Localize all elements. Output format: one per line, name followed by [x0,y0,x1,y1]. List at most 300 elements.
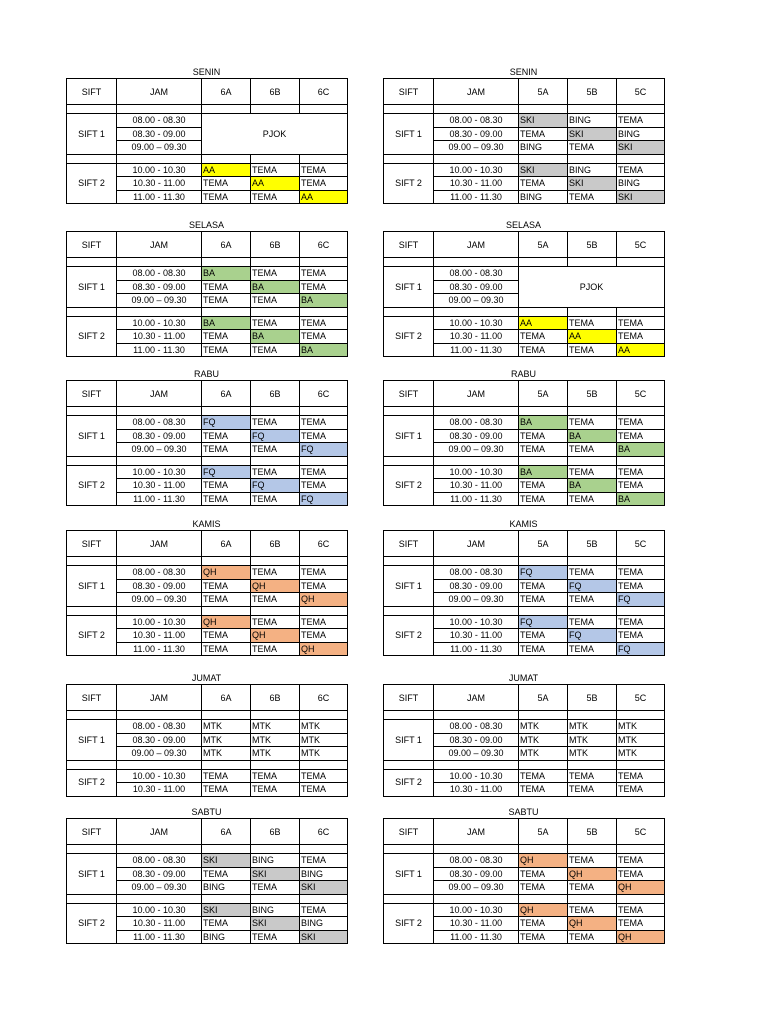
header-cell: 5A [519,381,568,407]
subject-cell: TEMA [519,642,568,656]
header-cell: 6B [251,232,300,258]
table-row [384,615,665,629]
shift-label: SIFT 1 [67,566,117,607]
subject-cell: QH [568,867,617,881]
header-cell: SIFT [384,232,434,258]
day-title: SELASA [188,220,225,230]
spacer-row [384,105,665,114]
spacer-row [384,606,665,615]
spacer-row [384,557,665,566]
subject-cell: SKI [202,903,251,917]
time-cell: 11.00 - 11.30 [434,190,519,204]
blank-cell [384,105,434,114]
blank-cell [117,894,202,903]
time-cell: 10.00 - 10.30 [434,316,519,330]
header-cell: 6A [202,685,251,711]
header-cell: 5A [519,79,568,105]
day-title: JUMAT [191,673,222,683]
blank-cell [568,606,617,615]
subject-cell: TEMA [617,629,665,643]
subject-cell: TEMA [617,465,665,479]
time-cell: 09.00 – 09.30 [434,881,519,895]
subject-cell: TEMA [300,783,348,797]
blank-cell [434,557,519,566]
spacer-row [67,557,348,566]
header-cell: 6A [202,79,251,105]
blank-cell [251,711,300,720]
merged-subject-cell: PJOK [202,114,348,155]
subject-cell: TEMA [300,163,348,177]
subject-cell: BA [300,343,348,357]
time-cell: 10.30 - 11.00 [434,917,519,931]
blank-cell [67,894,117,903]
subject-cell: TEMA [300,330,348,344]
subject-cell: TEMA [519,881,568,895]
spacer-row [67,407,348,416]
blank-cell [568,105,617,114]
blank-cell [384,557,434,566]
subject-cell: TEMA [617,903,665,917]
subject-cell: TEMA [251,615,300,629]
shift-label: SIFT 2 [384,163,434,204]
time-cell: 10.30 - 11.00 [434,783,519,797]
blank-cell [519,845,568,854]
header-cell: 6B [251,819,300,845]
blank-cell [519,105,568,114]
time-cell: 10.00 - 10.30 [117,465,202,479]
blank-cell [202,258,251,267]
blank-cell [617,154,665,163]
header-cell: 6A [202,819,251,845]
subject-cell: TEMA [617,163,665,177]
shift-label: SIFT 2 [384,465,434,506]
time-cell: 08.00 - 08.30 [434,854,519,868]
subject-cell: SKI [568,127,617,141]
subject-cell: TEMA [300,316,348,330]
blank-cell [251,456,300,465]
day-title: SABTU [191,807,222,817]
header-cell: 5A [519,819,568,845]
subject-cell: AA [251,177,300,191]
subject-cell: TEMA [568,190,617,204]
subject-cell: TEMA [519,443,568,457]
subject-cell: QH [568,917,617,931]
header-row [384,819,665,845]
blank-cell [568,154,617,163]
time-cell: 09.00 – 09.30 [117,593,202,607]
table-row [67,163,348,177]
subject-cell: MTK [202,747,251,761]
subject-cell: TEMA [251,416,300,430]
subject-cell: FQ [519,566,568,580]
header-cell: 5A [519,531,568,557]
blank-cell [617,407,665,416]
header-cell: SIFT [67,381,117,407]
subject-cell: TEMA [519,917,568,931]
schedule-block [66,672,347,797]
time-cell: 08.00 - 08.30 [117,416,202,430]
subject-cell: TEMA [617,867,665,881]
subject-cell: AA [519,316,568,330]
subject-cell: BA [251,330,300,344]
time-cell: 10.00 - 10.30 [434,903,519,917]
header-cell: 5B [568,79,617,105]
blank-cell [300,894,348,903]
shift-label: SIFT 2 [67,163,117,204]
shift-label: SIFT 1 [384,566,434,607]
table-row [384,465,665,479]
time-cell: 09.00 – 09.30 [117,881,202,895]
schedule-block [383,66,664,204]
blank-cell [384,258,434,267]
subject-cell: TEMA [202,867,251,881]
blank-cell [251,845,300,854]
header-cell: JAM [434,819,519,845]
subject-cell: BA [300,294,348,308]
subject-cell: FQ [251,429,300,443]
table-row [384,416,665,430]
header-cell: 5B [568,685,617,711]
spacer-row [67,258,348,267]
shift-label: SIFT 2 [67,903,117,944]
blank-cell [202,154,251,163]
blank-cell [384,407,434,416]
blank-cell [67,258,117,267]
header-cell: 5C [617,819,665,845]
header-cell: 5C [617,531,665,557]
subject-cell: FQ [300,492,348,506]
subject-cell: TEMA [202,629,251,643]
subject-cell: SKI [617,190,665,204]
blank-cell [617,894,665,903]
schedule-table [66,530,348,656]
blank-cell [300,105,348,114]
subject-cell: TEMA [202,917,251,931]
blank-cell [617,711,665,720]
blank-cell [568,456,617,465]
shift-label: SIFT 2 [384,903,434,944]
schedule-table [383,684,665,797]
table-row [384,854,665,868]
schedule-table [66,380,348,506]
subject-cell: TEMA [519,330,568,344]
blank-cell [300,711,348,720]
blank-cell [251,105,300,114]
header-cell: 5C [617,381,665,407]
table-row [67,465,348,479]
time-cell: 08.30 - 09.00 [434,579,519,593]
blank-cell [67,557,117,566]
blank-cell [384,845,434,854]
blank-cell [67,845,117,854]
blank-cell [568,258,617,267]
time-cell: 08.00 - 08.30 [434,566,519,580]
subject-cell: TEMA [617,330,665,344]
time-cell: 08.00 - 08.30 [117,720,202,734]
table-row [67,615,348,629]
day-title: KAMIS [192,519,221,529]
header-cell: JAM [117,381,202,407]
blank-cell [519,894,568,903]
subject-cell: FQ [300,443,348,457]
subject-cell: MTK [568,747,617,761]
subject-cell: QH [202,566,251,580]
time-cell: 08.30 - 09.00 [117,280,202,294]
subject-cell: TEMA [202,177,251,191]
header-row [384,531,665,557]
schedule-block [383,518,664,656]
subject-cell: BING [300,917,348,931]
subject-cell: AA [300,190,348,204]
blank-cell [568,557,617,566]
subject-cell: TEMA [251,492,300,506]
subject-cell: TEMA [251,190,300,204]
header-cell: JAM [117,819,202,845]
schedule-table [383,78,665,204]
header-cell: SIFT [67,79,117,105]
subject-cell: MTK [519,747,568,761]
subject-cell: SKI [251,867,300,881]
spacer-row [67,606,348,615]
subject-cell: MTK [519,733,568,747]
day-title: SENIN [509,67,538,77]
header-cell: SIFT [384,381,434,407]
spacer-row [67,845,348,854]
subject-cell: TEMA [568,141,617,155]
header-cell: SIFT [67,819,117,845]
blank-cell [384,154,434,163]
spacer-row [67,154,348,163]
subject-cell: TEMA [202,479,251,493]
time-cell: 10.00 - 10.30 [117,903,202,917]
subject-cell: TEMA [568,903,617,917]
header-cell: 6C [300,232,348,258]
header-row [67,685,348,711]
schedule-block [383,219,664,357]
shift-label: SIFT 1 [67,416,117,457]
header-cell: SIFT [67,685,117,711]
spacer-row [384,407,665,416]
spacer-row [67,760,348,769]
blank-cell [67,456,117,465]
time-cell: 08.00 - 08.30 [117,854,202,868]
subject-cell: MTK [202,733,251,747]
subject-cell: TEMA [251,163,300,177]
time-cell: 11.00 - 11.30 [117,642,202,656]
subject-cell: BA [568,479,617,493]
blank-cell [202,456,251,465]
subject-cell: TEMA [519,492,568,506]
blank-cell [617,760,665,769]
blank-cell [117,258,202,267]
time-cell: 10.00 - 10.30 [117,163,202,177]
blank-cell [519,456,568,465]
subject-cell: TEMA [568,416,617,430]
blank-cell [117,760,202,769]
blank-cell [67,105,117,114]
subject-cell: TEMA [300,629,348,643]
spacer-row [384,258,665,267]
subject-cell: FQ [202,416,251,430]
time-cell: 08.30 - 09.00 [117,579,202,593]
subject-cell: TEMA [300,479,348,493]
subject-cell: TEMA [617,854,665,868]
subject-cell: MTK [251,733,300,747]
table-row [384,769,665,783]
blank-cell [251,154,300,163]
subject-cell: TEMA [202,593,251,607]
header-cell: 6C [300,531,348,557]
subject-cell: TEMA [519,343,568,357]
subject-cell: TEMA [300,280,348,294]
header-cell: SIFT [384,819,434,845]
header-row [384,232,665,258]
subject-cell: SKI [251,917,300,931]
schedule-table [66,818,348,944]
subject-cell: TEMA [251,465,300,479]
subject-cell: FQ [617,642,665,656]
blank-cell [519,154,568,163]
time-cell: 11.00 - 11.30 [434,930,519,944]
subject-cell: MTK [617,747,665,761]
schedule-table [383,530,665,656]
spacer-row [384,154,665,163]
header-row [384,79,665,105]
header-cell: 6C [300,685,348,711]
schedule-block [66,219,347,357]
header-cell: JAM [434,381,519,407]
header-cell: JAM [117,531,202,557]
subject-cell: TEMA [568,769,617,783]
day-title: RABU [510,369,536,379]
time-cell: 10.30 - 11.00 [117,479,202,493]
subject-cell: TEMA [202,492,251,506]
header-cell: 6C [300,381,348,407]
time-cell: 08.30 - 09.00 [117,127,202,141]
time-cell: 08.00 - 08.30 [117,566,202,580]
time-cell: 08.30 - 09.00 [434,280,519,294]
blank-cell [202,557,251,566]
shift-label: SIFT 1 [384,720,434,761]
blank-cell [434,711,519,720]
subject-cell: TEMA [617,416,665,430]
time-cell: 11.00 - 11.30 [117,343,202,357]
blank-cell [384,711,434,720]
table-row [384,566,665,580]
table-row [384,903,665,917]
day-title: KAMIS [509,519,538,529]
subject-cell: TEMA [251,769,300,783]
subject-cell: TEMA [519,629,568,643]
subject-cell: TEMA [568,566,617,580]
blank-cell [568,407,617,416]
time-cell: 08.00 - 08.30 [434,267,519,281]
subject-cell: MTK [617,733,665,747]
subject-cell: SKI [519,114,568,128]
header-row [384,381,665,407]
subject-cell: MTK [519,720,568,734]
subject-cell: BING [519,141,568,155]
schedule-block [383,368,664,506]
table-row [384,316,665,330]
subject-cell: TEMA [519,930,568,944]
header-row [67,232,348,258]
blank-cell [202,760,251,769]
subject-cell: BING [251,903,300,917]
subject-cell: MTK [568,733,617,747]
time-cell: 10.00 - 10.30 [117,316,202,330]
header-cell: JAM [434,79,519,105]
time-cell: 08.00 - 08.30 [434,114,519,128]
blank-cell [300,258,348,267]
spacer-row [384,456,665,465]
subject-cell: TEMA [519,429,568,443]
header-row [67,819,348,845]
subject-cell: TEMA [251,783,300,797]
header-cell: 6A [202,381,251,407]
blank-cell [117,845,202,854]
subject-cell: FQ [202,465,251,479]
subject-cell: TEMA [617,615,665,629]
subject-cell: SKI [202,854,251,868]
header-cell: 5A [519,232,568,258]
subject-cell: MTK [202,720,251,734]
subject-cell: BA [568,429,617,443]
blank-cell [300,154,348,163]
schedule-table [383,818,665,944]
blank-cell [67,606,117,615]
subject-cell: TEMA [519,177,568,191]
time-cell: 09.00 – 09.30 [434,141,519,155]
blank-cell [384,894,434,903]
subject-cell: TEMA [519,127,568,141]
time-cell: 08.00 - 08.30 [117,267,202,281]
table-row [67,903,348,917]
blank-cell [519,606,568,615]
schedule-table [383,231,665,357]
blank-cell [568,845,617,854]
blank-cell [117,407,202,416]
time-cell: 09.00 – 09.30 [434,443,519,457]
subject-cell: TEMA [251,294,300,308]
merged-subject-cell: PJOK [519,267,665,308]
shift-label: SIFT 2 [67,465,117,506]
subject-cell: QH [251,629,300,643]
shift-label: SIFT 2 [67,316,117,357]
subject-cell: TEMA [519,867,568,881]
header-row [67,531,348,557]
blank-cell [251,407,300,416]
header-cell: SIFT [67,531,117,557]
table-row [384,720,665,734]
subject-cell: MTK [300,733,348,747]
header-row [384,685,665,711]
shift-label: SIFT 2 [384,769,434,796]
header-cell: JAM [117,232,202,258]
blank-cell [67,711,117,720]
subject-cell: QH [300,593,348,607]
subject-cell: AA [617,343,665,357]
subject-cell: TEMA [519,769,568,783]
subject-cell: SKI [519,163,568,177]
subject-cell: TEMA [300,267,348,281]
subject-cell: TEMA [202,429,251,443]
schedule-block [66,66,347,204]
blank-cell [67,407,117,416]
time-cell: 08.00 - 08.30 [434,720,519,734]
time-cell: 11.00 - 11.30 [434,492,519,506]
blank-cell [617,258,665,267]
